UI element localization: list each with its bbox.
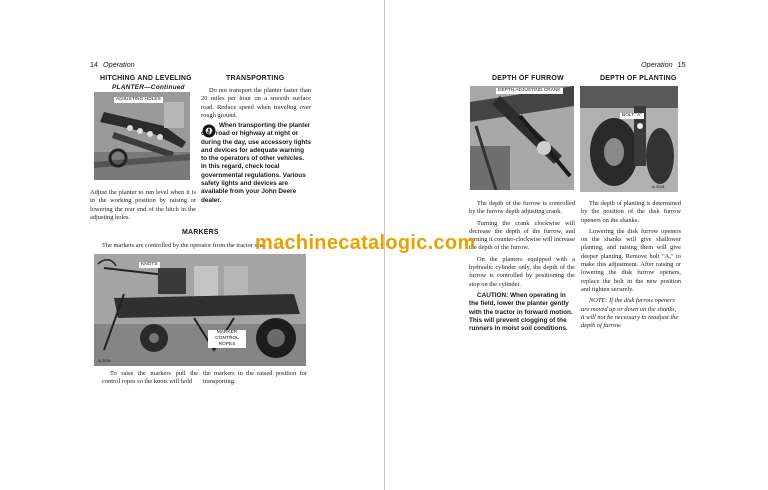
- furrow-paragraph-1: The depth of the furrow is controlled by the furrow depth adjusting crank.: [469, 200, 575, 216]
- depth-of-planting-heading: DEPTH OF PLANTING: [600, 75, 677, 82]
- furrow-paragraph-2: Turning the crank clockwise will decrease the depth of the furrow, and turning it counter-clockwise will increase the depth of the furrow.: [469, 219, 575, 252]
- photo-label-marker-ropes: MARKER CONTROL ROPES: [208, 330, 246, 348]
- page-number: 15: [677, 60, 686, 69]
- running-head: Operation: [103, 60, 135, 69]
- running-head: Operation: [641, 60, 673, 69]
- planting-note-paragraph: NOTE: If the disk furrow openers are moved up or down on the shanks, it will not be necessary to readjust the depth of furrow.: [581, 297, 679, 330]
- caution-paragraph: When transporting the planter on a road or highway at night or during the day, use accessory lights and devices for adequate warning to the operators of other vehicles. In this regard, check local governmental regulations. Various safety lights and devices are available from your John Deere dealer.: [201, 122, 311, 204]
- transporting-paragraph: Do not transport the planter faster than 20 miles per hour on a smooth surface road. Reduce speed when traveling over rough ground.: [201, 87, 311, 119]
- markers-heading: MARKERS: [182, 229, 219, 236]
- transporting-heading: TRANSPORTING: [226, 75, 285, 82]
- raise-paragraph-col1: To raise the markers pull the control ropes so the knots will hold: [102, 370, 198, 386]
- furrow-paragraph-3: On the planters equipped with a hydraulic cylinder only, the depth of the furrow is controlled by positioning the stop on the cylinder.: [469, 255, 575, 288]
- planting-paragraph-2: Lowering the disk furrow openers on the shanks will give shallower planting, and raising them will give deeper planting. Remove bolt "A," to make this adjustment. After raising or lowering the disk furrow openers, replace the bolt in the new position and tighten securely.: [581, 227, 681, 293]
- markers-paragraph: The markers are controlled by the operator from the tractor seat.: [102, 242, 267, 249]
- hitch-photo: [94, 92, 190, 180]
- photo-label-knots: KNOTS: [141, 262, 158, 267]
- photo-label-depth-crank: DEPTH ADJUSTING CRANK: [498, 88, 561, 93]
- adjust-paragraph: Adjust the planter to run level when it is in the working position by raising or lowering the rear end of the hitch in the adjusting holes.: [90, 189, 196, 221]
- left-page-header: [90, 60, 135, 69]
- markers-photo: [94, 254, 306, 366]
- hitching-heading: HITCHING AND LEVELING: [100, 75, 192, 82]
- furrow-caution-paragraph: CAUTION: When operating in the field, lower the planter gently with the tractor in forward motion. This will prevent clogging of the runners in moist soil conditions.: [469, 291, 573, 333]
- planting-paragraph-1: The depth of planting is determined by the position of the disk furrow openers on the shanks.: [581, 200, 681, 224]
- right-page-header: [641, 60, 686, 69]
- planting-column: [581, 200, 681, 330]
- disk-opener-photo: [580, 86, 678, 192]
- photo-label-bolt-a: BOLT "A": [622, 113, 643, 118]
- furrow-column: [469, 200, 575, 333]
- raise-paragraph-col2: the markers in the raised position for transporting.: [203, 370, 307, 386]
- photo-code: A-3041: [652, 184, 665, 189]
- watermark: machinecatalogic.com: [255, 232, 476, 254]
- photo-code: A-3034: [98, 358, 111, 363]
- photo-label-adjusting-holes: ADJUSTING HOLES: [116, 97, 161, 102]
- page-number: 14: [90, 60, 98, 69]
- hitching-subheading: PLANTER—Continued: [112, 84, 185, 91]
- furrow-crank-photo: [470, 86, 574, 190]
- depth-of-furrow-heading: DEPTH OF FURROW: [492, 75, 564, 82]
